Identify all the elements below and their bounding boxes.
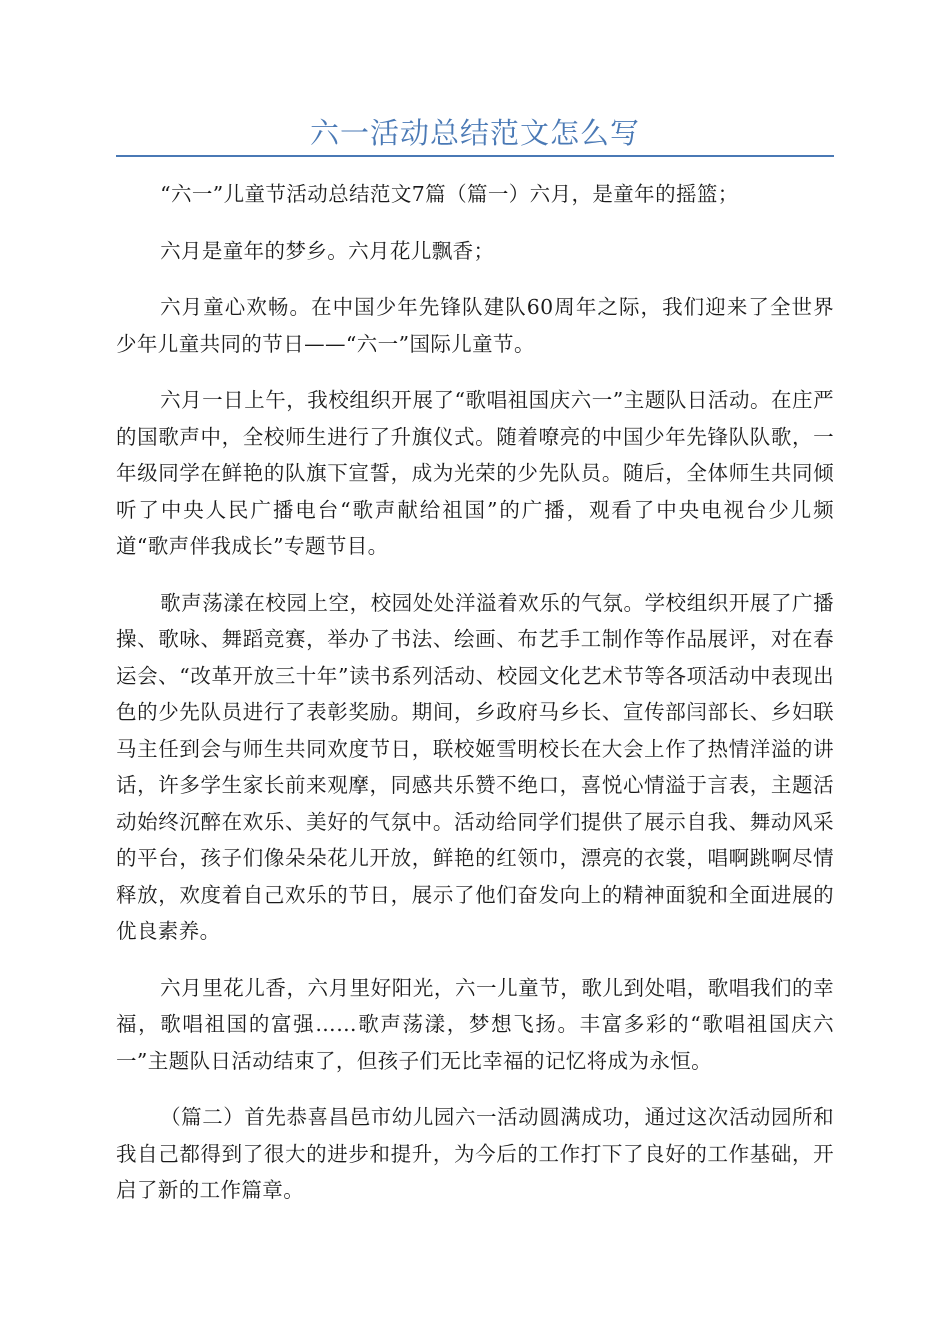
page-title: 六一活动总结范文怎么写 xyxy=(309,116,640,150)
paragraph-3: 六月童心欢畅。在中国少年先锋队建队60周年之际，我们迎来了全世界少年儿童共同的节日——“六一”国际儿童节。 xyxy=(116,295,834,356)
paragraph-6: 六月里花儿香，六月里好阳光，六一儿童节，歌儿到处唱，歌唱我们的幸福，歌唱祖国的富强……歌声荡漾，梦想飞扬。丰富多彩的“歌唱祖国庆六一”主题队日活动结束了，但孩子们无比幸福的记忆将成为永恒。 xyxy=(116,975,834,1073)
title-underline xyxy=(116,155,834,157)
paragraph-7: （篇二）首先恭喜昌邑市幼儿园六一活动圆满成功，通过这次活动园所和我自己都得到了很大的进步和提升，为今后的工作打下了良好的工作基础，开启了新的工作篇章。 xyxy=(116,1105,834,1202)
paragraph-2: 六月是童年的梦乡。六月花儿飘香； xyxy=(160,238,495,263)
paragraph-4: 六月一日上午，我校组织开展了“歌唱祖国庆六一”主题队日活动。在庄严的国歌声中，全校师生进行了升旗仪式。随着嘹亮的中国少年先锋队队歌，一年级同学在鲜艳的队旗下宣誓，成为光荣的少先队员。随后，全体师生共同倾听了中央人民广播电台“歌声献给祖国”的广播，观看了中央电视台少儿频道“歌声伴我成长”专题节目。 xyxy=(116,388,834,558)
paragraph-5: 歌声荡漾在校园上空，校园处处洋溢着欢乐的气氛。学校组织开展了广播操、歌咏、舞蹈竞赛，举办了书法、绘画、布艺手工制作等作品展评，对在春运会、“改革开放三十年”读书系列活动、校园文化艺术节等各项活动中表现出色的少先队员进行了表彰奖励。期间，乡政府马乡长、宣传部闫部长、乡妇联马主任到会与师生共同欢度节日，联校姬雪明校长在大会上作了热情洋溢的讲话，许多学生家长前来观摩，同感共乐赞不绝口，喜悦心情溢于言表，主题活动始终沉醉在欢乐、美好的气氛中。活动给同学们提供了展示自我、舞动风采的平台，孩子们像朵朵花儿开放，鲜艳的红领巾，漂亮的衣裳，唱啊跳啊尽情释放，欢度着自己欢乐的节日，展示了他们奋发向上的精神面貌和全面进展的优良素养。 xyxy=(116,590,834,943)
paragraph-1: “六一”儿童节活动总结范文7篇（篇一）六月，是童年的摇篮； xyxy=(160,182,739,206)
document-body xyxy=(116,176,834,1229)
